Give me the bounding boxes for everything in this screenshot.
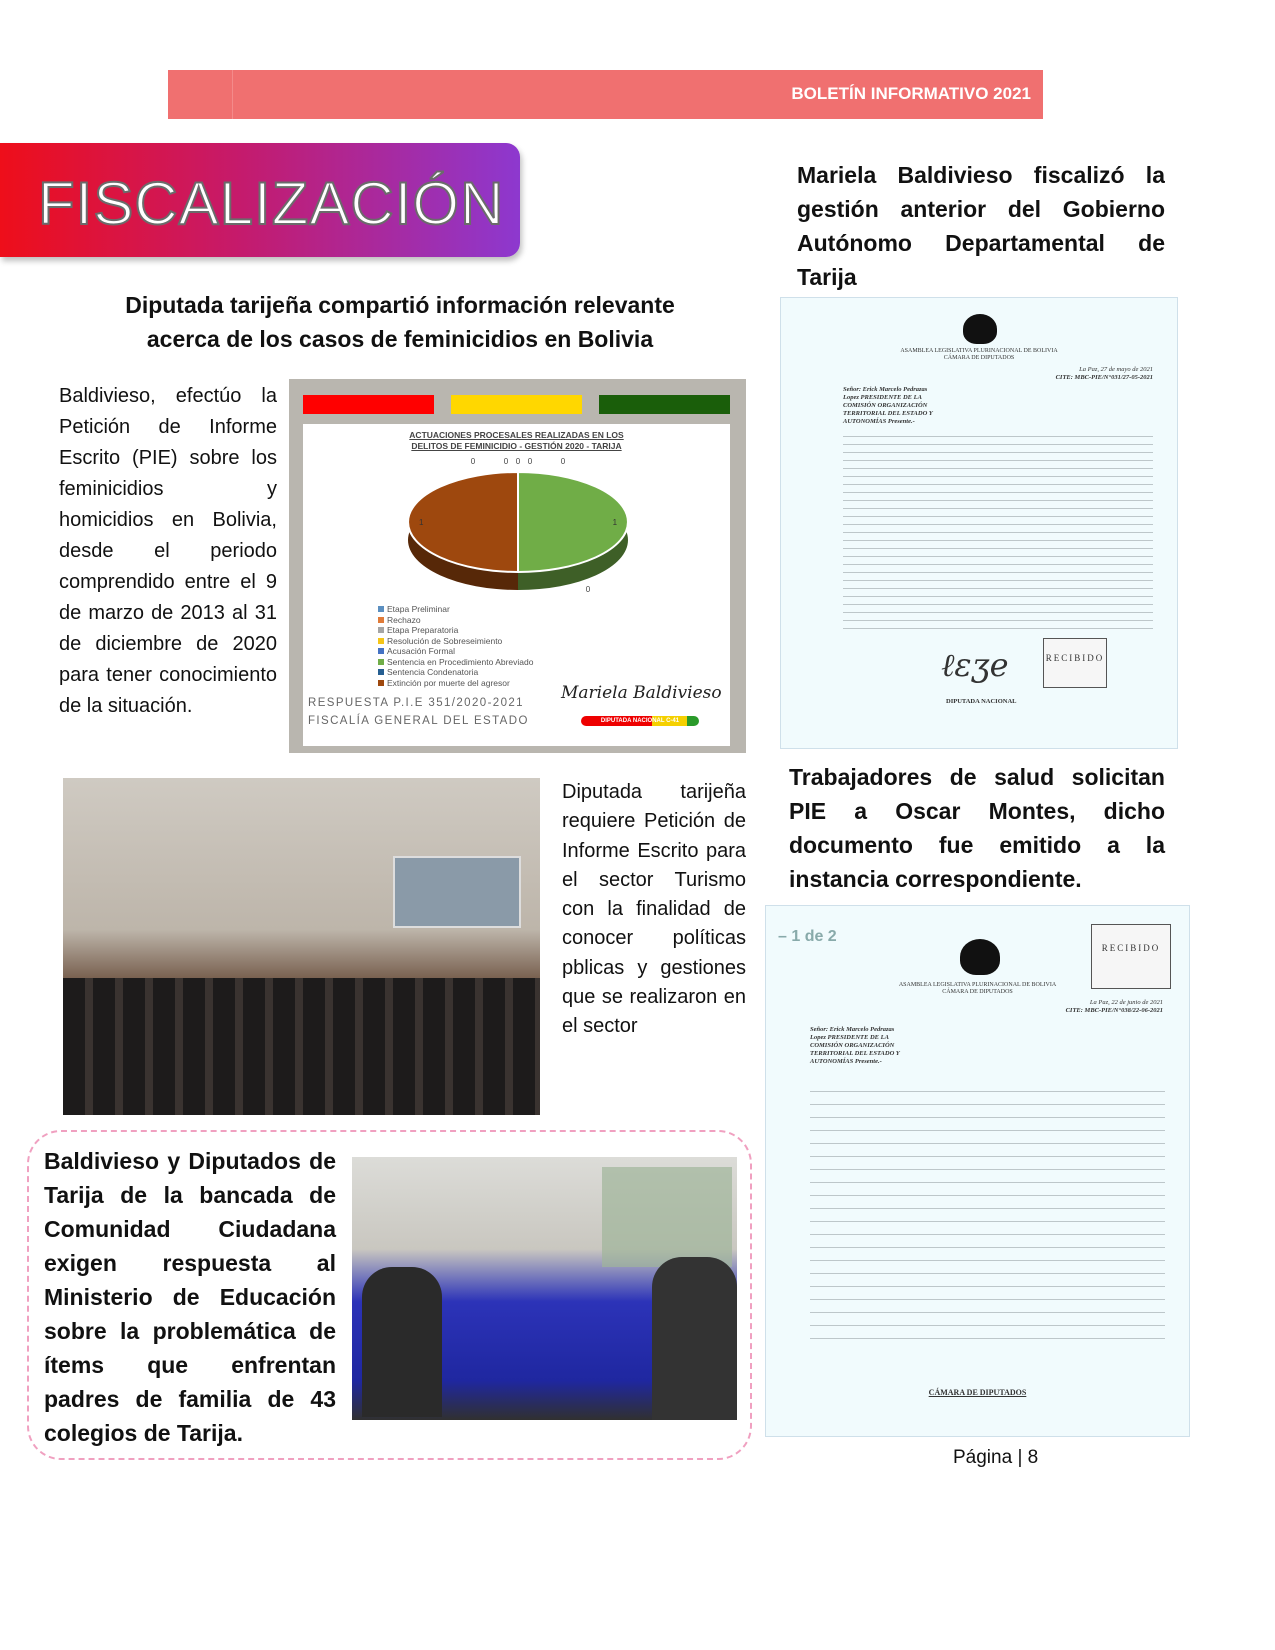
data-label: 1 [612,518,618,527]
chart-card [303,424,730,746]
headline-line: acerca de los casos de feminicidios en Bolivia [146,326,654,352]
person [362,1267,442,1417]
newsletter-header-bar [168,70,1043,119]
legend-label: Sentencia en Procedimiento Abreviado [387,656,534,667]
doc-addressee: Señor: Erick Marcelo Pedrazas Lopez PRESIDENTE DE LA COMISIÓN ORGANIZACIÓN TERRITORIAL DEL ESTADO Y AUTONOMÍAS Presente.- [810,1026,900,1065]
flag-stripe-red [303,395,434,414]
legend-label: Acusación Formal [387,646,456,656]
coat-of-arms-icon [960,939,1000,975]
data-label-zero: 0 [515,457,521,466]
legend-label: Resolución de Sobreseimiento [387,635,503,646]
doc-body-lines [843,436,1153,636]
article5-headline: Baldivieso y Diputados de Tarija de la bancada de Comunidad Ciudadana exigen respuesta al Ministerio de Educación sobre la problemática de ítems que enfrentan padres de familia de 43 colegios de Tarija. [44,1148,336,1446]
legend-swatch [378,606,384,612]
doc-cite: CITE: MBC-PIE/N°031/27-05-2021 [1055,374,1153,381]
legend-item [378,604,533,615]
data-label: 1 [418,518,424,527]
projector-screen [393,856,521,928]
pie-chart [303,454,730,602]
legend-swatch [378,627,384,633]
legend-swatch [378,680,384,686]
legend-swatch [378,669,384,675]
legend-item [378,657,533,668]
legend-item [378,646,533,657]
meeting-table-photo [352,1157,737,1420]
handwritten-signature: ℓɛʒe [941,646,1009,684]
deputy-badge: DIPUTADA NACIONAL C-41 [581,716,699,726]
document1-image [780,297,1178,749]
received-stamp: RECIBIDO [1043,638,1107,688]
person [652,1257,737,1420]
doc-org: ASAMBLEA LEGISLATIVA PLURINACIONAL DE BOLIVIA [900,348,1058,354]
article3-body: Diputada tarijeña requiere Petición de Informe Escrito para el sector Turismo con la finalidad de conocer políticas pblicas y gestiones que se realizaron en el sector [562,781,746,1038]
legend-swatch [378,648,384,654]
chart-legend [378,604,533,688]
doc-date: La Paz, 22 de junio de 2021 [1089,999,1163,1006]
pager-text: 1 de 2 [791,928,837,945]
audience-seats [63,978,540,1115]
legend-item [378,678,533,689]
coat-of-arms-icon [963,314,997,344]
doc-signer: DIPUTADA NACIONAL [946,698,1017,705]
legend-label: Etapa Preliminar [387,604,450,614]
doc-date: La Paz, 27 de mayo de 2021 [1079,366,1153,373]
data-label-zero: 0 [560,457,566,466]
page-number: Página | 8 [953,1447,1039,1468]
chart-title: DELITOS DE FEMINICIDIO - GESTIÓN 2020 - TARIJA [411,441,622,451]
signature: Mariela Baldivieso [561,683,722,703]
response-line: RESPUESTA P.I.E 351/2020-2021 [308,697,524,709]
doc-body-lines [810,1091,1165,1341]
legend-swatch [378,638,384,644]
legend-swatch [378,659,384,665]
doc-cite: CITE: MBC-PIE/N°038/22-06-2021 [1065,1007,1163,1014]
legend-item [378,636,533,647]
meeting-room-photo [63,778,540,1115]
doc-org: CÁMARA DE DIPUTADOS [943,355,1015,361]
doc-footer: CÁMARA DE DIPUTADOS [928,1388,1027,1397]
article1-headline [80,288,720,356]
chart-title: ACTUACIONES PROCESALES REALIZADAS EN LOS [409,430,624,440]
page-indicator: – 1 de 2 [778,928,837,945]
data-label-zero: 0 [527,457,533,466]
chart-image [289,379,746,753]
newsletter-title: BOLETÍN INFORMATIVO 2021 [791,84,1031,103]
legend-label: Rechazo [387,614,421,625]
data-label-zero: 0 [503,457,509,466]
article1-body: Baldivieso, efectúo la Petición de Informe Escrito (PIE) sobre los feminicidios y homicidios en Bolivia, desde el periodo comprendido entre el 9 de marzo de 2013 al 31 de diciembre de 2020 para tener conocimiento de la situación. [59,385,277,717]
document2-image [765,905,1190,1437]
section-title: FISCALIZACIÓN [38,170,505,237]
data-label-zero: 0 [470,457,476,466]
flag-stripe-green [599,395,730,414]
legend-item [378,615,533,626]
window [602,1167,732,1267]
response-line: FISCALÍA GENERAL DEL ESTADO [308,715,529,727]
doc-org: ASAMBLEA LEGISLATIVA PLURINACIONAL DE BOLIVIA [898,982,1057,988]
article2-headline: Mariela Baldivieso fiscalizó la gestión anterior del Gobierno Autónomo Departamental de Tarija [797,162,1165,290]
data-label-zero: 0 [585,585,591,594]
headline-line: Diputada tarijeña compartió información relevante [125,292,675,318]
legend-label: Sentencia Condenatoria [387,667,479,677]
legend-label: Extinción por muerte del agresor [387,677,510,688]
received-stamp: RECIBIDO [1091,924,1171,989]
doc-org: CÁMARA DE DIPUTADOS [942,989,1013,995]
legend-item [378,625,533,636]
doc-addressee: Señor: Erick Marcelo Pedrazas Lopez PRESIDENTE DE LA COMISIÓN ORGANIZACIÓN TERRITORIAL DEL ESTADO Y AUTONOMÍAS Presente.- [843,386,933,425]
legend-label: Etapa Preparatoria [387,625,459,635]
section-banner [0,143,520,257]
legend-swatch [378,617,384,623]
flag-stripe-yellow [451,395,582,414]
article4-headline: Trabajadores de salud solicitan PIE a Oscar Montes, dicho documento fue emitido a la instancia correspondiente. [789,764,1165,892]
legend-item [378,667,533,678]
